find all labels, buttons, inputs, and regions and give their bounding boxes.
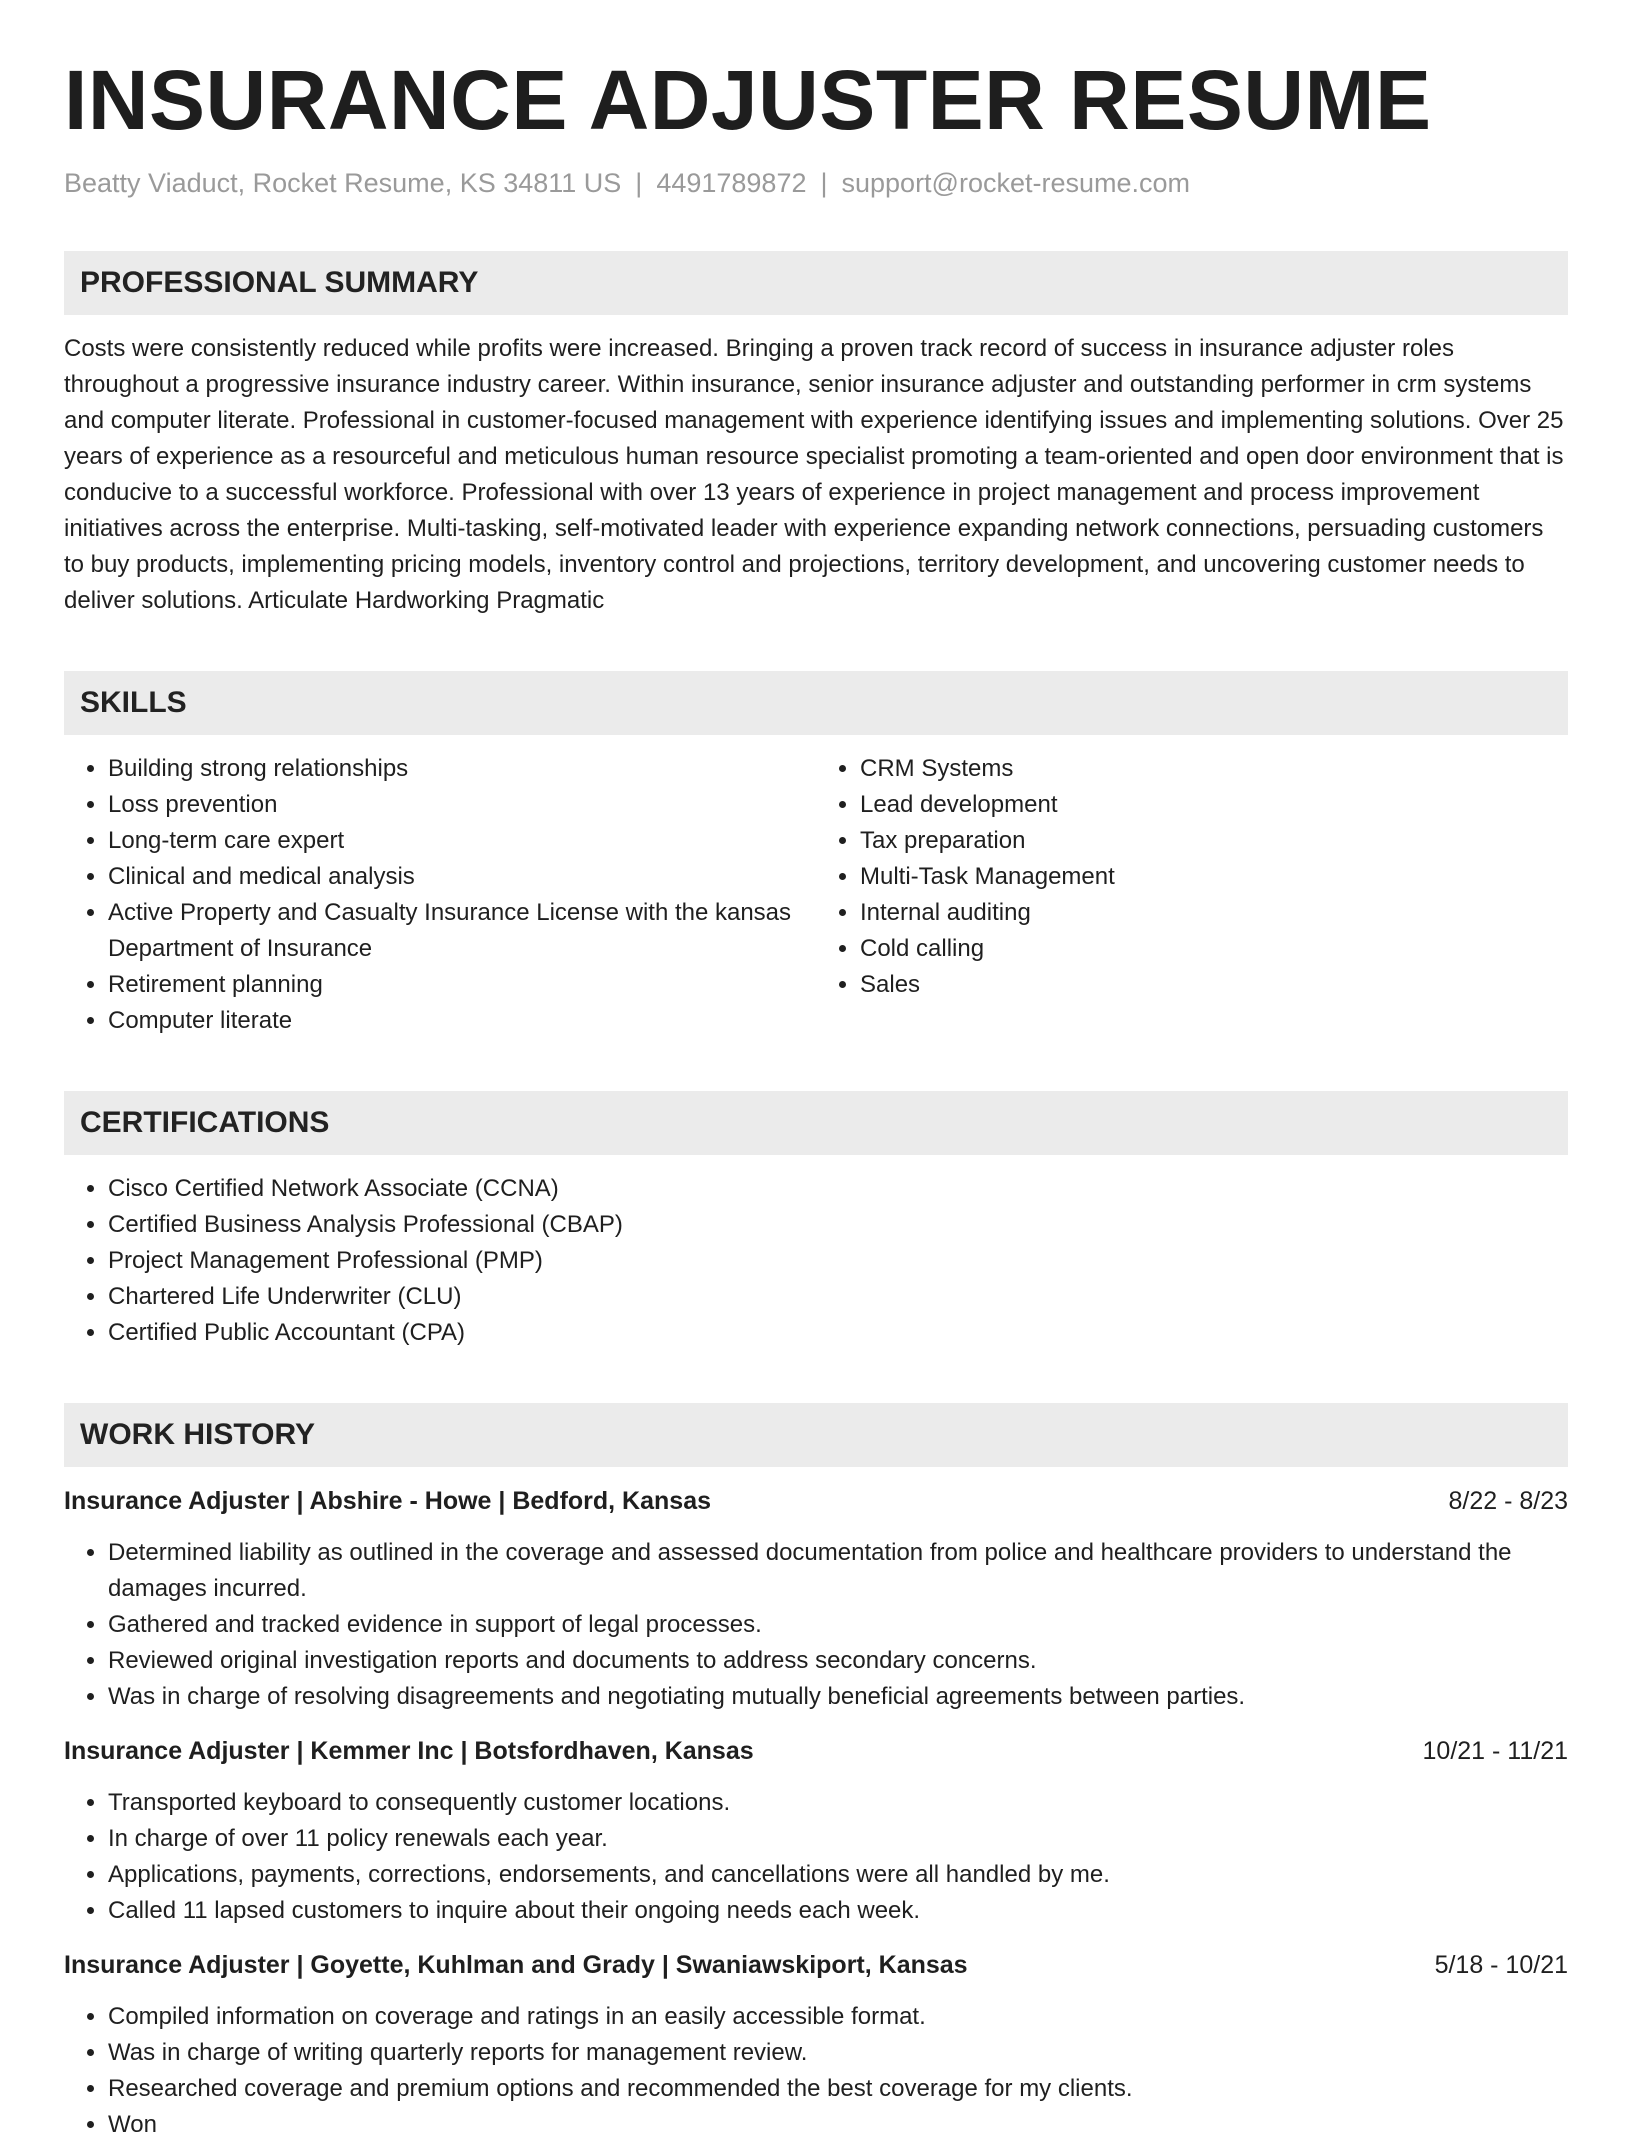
skill-item: • Active Property and Casualty Insurance License with the kansas Department of Insurance [108,895,816,967]
job-title: Insurance Adjuster | Kemmer Inc | Botsfordhaven, Kansas [64,1737,754,1766]
job-bullet: • Called 11 lapsed customers to inquire about their ongoing needs each week. [108,1893,1568,1929]
job-title: Insurance Adjuster | Abshire - Howe | Bedford, Kansas [64,1487,711,1516]
contact-address: Beatty Viaduct, Rocket Resume, KS 34811 US [64,168,622,199]
job-bullets [64,1999,1568,2143]
skill-item: • Sales [860,967,1568,1003]
skills-list-left [64,751,816,1039]
job-bullet: • Gathered and tracked evidence in support of legal processes. [108,1607,1568,1643]
job-bullet: • Compiled information on coverage and ratings in an easily accessible format. [108,1999,1568,2035]
job-entry [64,1733,1568,1929]
skill-item: • Multi-Task Management [860,859,1568,895]
certification-item: • Project Management Professional (PMP) [108,1243,1568,1279]
summary-text: Costs were consistently reduced while profits were increased. Bringing a proven track record of success in insurance adjuster roles throughout a progressive insurance industry career. Within insurance, senior insurance adjuster and outstanding performer in crm systems and computer literate. Professional in customer-focused management with experience identifying issues and implementing solutions. Over 25 years of experience as a resourceful and meticulous human resource specialist promoting a team-oriented and open door environment that is conducive to a successful workforce. Professional with over 13 years of experience in project management and process improvement initiatives across the enterprise. Multi-tasking, self-motivated leader with experience expanding network connections, persuading customers to buy products, implementing pricing models, inventory control and projections, territory development, and uncovering customer needs to deliver solutions. Articulate Hardworking Pragmatic [64,335,1564,615]
section-heading-certifications: CERTIFICATIONS [64,1091,1568,1155]
skill-item: • Retirement planning [108,967,816,1003]
section-heading-skills: SKILLS [64,671,1568,735]
job-bullet: • Determined liability as outlined in the coverage and assessed documentation from police and healthcare providers to understand the damages incurred. [108,1535,1568,1607]
job-bullet: • Reviewed original investigation reports and documents to address secondary concerns. [108,1643,1568,1679]
certification-item: • Chartered Life Underwriter (CLU) [108,1279,1568,1315]
job-header [64,1733,1568,1769]
skills-grid [64,751,1568,1039]
job-bullet: • Was in charge of resolving disagreements and negotiating mutually beneficial agreements between parties. [108,1679,1568,1715]
job-title: Insurance Adjuster | Goyette, Kuhlman and Grady | Swaniawskiport, Kansas [64,1951,968,1980]
contact-separator: | [635,168,643,199]
job-header [64,1947,1568,1983]
skill-item: • Cold calling [860,931,1568,967]
contact-line [64,166,1568,201]
job-bullet: • Transported keyboard to consequently customer locations. [108,1785,1568,1821]
job-bullet: • Won [108,2107,1568,2143]
skill-item: • Lead development [860,787,1568,823]
skill-item: • Computer literate [108,1003,816,1039]
job-bullet: • Applications, payments, corrections, endorsements, and cancellations were all handled by me. [108,1857,1568,1893]
section-heading-summary: PROFESSIONAL SUMMARY [64,251,1568,315]
job-bullet: • Researched coverage and premium options and recommended the best coverage for my clients. [108,2071,1568,2107]
contact-phone: 4491789872 [656,168,807,199]
job-bullets [64,1785,1568,1929]
contact-email: support@rocket-resume.com [841,168,1191,199]
section-heading-work-history: WORK HISTORY [64,1403,1568,1467]
certifications-list [64,1171,1568,1351]
job-bullet: • Was in charge of writing quarterly reports for management review. [108,2035,1568,2071]
certification-item: • Cisco Certified Network Associate (CCNA) [108,1171,1568,1207]
contact-separator: | [820,168,828,199]
job-dates: 5/18 - 10/21 [1434,1951,1568,1980]
skill-item: • CRM Systems [860,751,1568,787]
skill-item: • Building strong relationships [108,751,816,787]
job-entry [64,1483,1568,1715]
skill-item: • Clinical and medical analysis [108,859,816,895]
skill-item: • Internal auditing [860,895,1568,931]
job-bullet: • In charge of over 11 policy renewals each year. [108,1821,1568,1857]
skill-item: • Tax preparation [860,823,1568,859]
certification-item: • Certified Public Accountant (CPA) [108,1315,1568,1351]
page-title: INSURANCE ADJUSTER RESUME [64,53,1432,147]
skill-item: • Loss prevention [108,787,816,823]
job-bullets [64,1535,1568,1715]
job-header [64,1483,1568,1519]
certification-item: • Certified Business Analysis Professional (CBAP) [108,1207,1568,1243]
skill-item: • Long-term care expert [108,823,816,859]
job-dates: 8/22 - 8/23 [1448,1487,1568,1516]
skills-list-right [816,751,1568,1039]
job-entry [64,1947,1568,2143]
job-dates: 10/21 - 11/21 [1422,1737,1568,1766]
